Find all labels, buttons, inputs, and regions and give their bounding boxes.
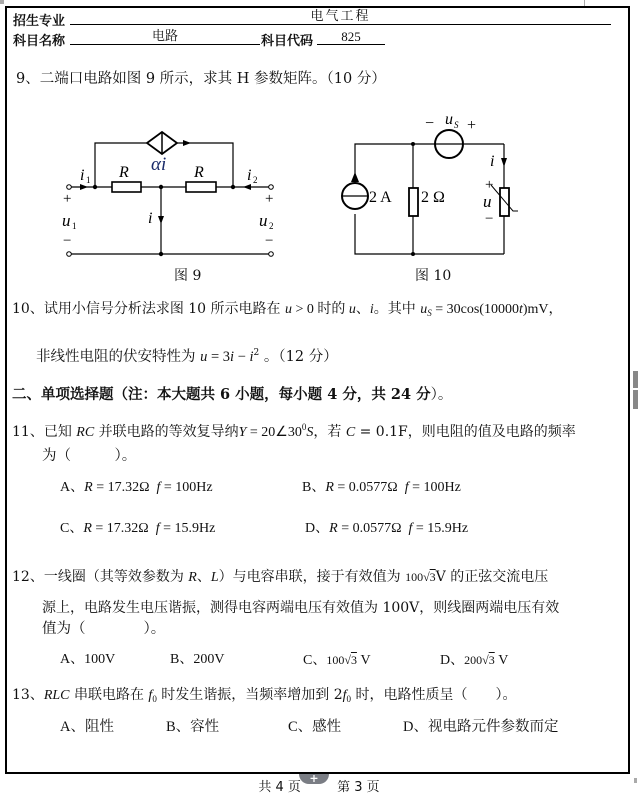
option-r-value: = 17.32Ω <box>92 480 157 495</box>
q10-var-u: u <box>284 302 292 317</box>
plus-icon: + <box>309 772 319 785</box>
label-u1-sub: 1 <box>72 221 77 231</box>
node-dot <box>159 185 163 189</box>
label-R-right: R <box>194 164 204 181</box>
q13-option-d[interactable] <box>403 718 558 736</box>
option-prefix: B、 <box>170 652 194 667</box>
option-var-r: R <box>83 521 92 536</box>
option-prefix: A、 <box>60 480 85 495</box>
question-12-line3 <box>42 620 165 638</box>
arrow-i2 <box>243 184 251 190</box>
label-u2-sub: 2 <box>269 221 274 231</box>
figure-9-caption: 图 9 <box>174 268 202 284</box>
label-i2-sub: 2 <box>253 175 258 185</box>
q10-line2-i: i <box>230 349 235 365</box>
q12-var-r: R <box>188 570 197 585</box>
label-minus-left: − <box>63 233 72 249</box>
label-minus-right: − <box>265 233 274 249</box>
code-label: 科目代码 <box>261 34 314 49</box>
arrow-i-down <box>501 158 507 167</box>
q10-text-d: 、 <box>355 301 370 317</box>
label-plus-left: + <box>63 191 72 207</box>
q13-var-f0b: f <box>342 688 347 703</box>
option-prefix: B、 <box>302 480 326 495</box>
q10-line2-b: = 3 <box>207 349 231 365</box>
q11-var-rc: RC <box>76 425 95 440</box>
q12-num: 100 <box>405 570 424 584</box>
q11-var-s: S <box>306 425 314 440</box>
option-value: 100V <box>84 652 116 667</box>
option-value: 感性 <box>312 719 342 735</box>
major-label: 招生专业 <box>13 14 66 29</box>
code-value-text: 825 <box>341 29 361 44</box>
q10-line2-d: 。（12 分） <box>259 349 338 365</box>
q11-text-b: 并联电路的等效复导纳 <box>94 424 239 440</box>
label-us: u <box>445 111 453 128</box>
page-current: 第 3 页 <box>337 780 380 795</box>
option-var-r: R <box>329 521 338 536</box>
q11-option-b[interactable] <box>302 479 461 497</box>
option-f-value: = 100Hz <box>160 480 213 495</box>
q10-line2-c: − <box>234 349 250 365</box>
label-2A: 2 A <box>369 189 392 206</box>
resistor-left <box>112 182 141 192</box>
q11-option-d[interactable] <box>305 520 468 538</box>
node-dot <box>93 185 97 189</box>
label-u1: u <box>62 211 71 230</box>
q11-option-c[interactable] <box>60 520 215 538</box>
option-var-f: f <box>156 480 161 495</box>
subject-value-text: 电路 <box>151 29 178 44</box>
q12-option-d[interactable] <box>440 651 508 670</box>
q13-var-f0-sub: 0 <box>152 694 157 704</box>
terminal <box>269 185 274 190</box>
q10-text-f: 。其中 <box>373 301 421 317</box>
q10-line2-u: u <box>200 349 208 365</box>
option-prefix: B、 <box>166 719 191 735</box>
q12-option-a[interactable] <box>60 651 115 669</box>
option-value: 视电路元件参数而定 <box>427 719 559 735</box>
option-value: 容性 <box>190 719 220 735</box>
option-var-f: f <box>404 480 409 495</box>
question-9-text: 9、二端口电路如图 9 所示，求其 H 参数矩阵。（10 分） <box>16 71 386 87</box>
node-dot <box>411 142 415 146</box>
side-scroll-handle[interactable] <box>633 371 638 409</box>
question-11-line2 <box>42 447 136 465</box>
question-10-line2 <box>36 344 338 366</box>
option-f-value: = 100Hz <box>408 480 461 495</box>
section-2-title-a: 二、单项选择题（注： <box>12 386 157 403</box>
q12-line2: 源上，电路发生电压谐振，测得电容两端电压有效值为 100V，则线圈两端电压有效 <box>42 600 560 616</box>
major-value <box>70 10 611 25</box>
voltage-source-icon <box>435 130 463 158</box>
option-sqrt-value: 3 <box>350 653 357 667</box>
page-corner-mark-bottom <box>634 778 637 783</box>
q13-option-a[interactable] <box>60 718 114 736</box>
label-plus-right: + <box>265 191 274 207</box>
sqrt-icon: √ <box>423 570 430 584</box>
node-dot <box>159 252 163 256</box>
option-prefix: C、 <box>303 653 327 668</box>
current-source-icon <box>342 172 368 209</box>
resistor-2ohm <box>409 188 418 216</box>
label-2ohm: 2 Ω <box>421 189 445 206</box>
wire-top-right <box>177 143 233 187</box>
node-dot <box>231 185 235 189</box>
label-u-plus: + <box>485 177 494 193</box>
option-var-r: R <box>84 480 93 495</box>
question-13-line1 <box>12 686 516 708</box>
q13-text-a: 13、 <box>12 687 44 703</box>
terminal <box>67 252 72 257</box>
option-var-f: f <box>155 521 160 536</box>
q11-option-a[interactable] <box>60 479 213 497</box>
nonlinear-resistor-icon <box>491 185 518 216</box>
figure-9-circuit <box>55 130 285 260</box>
question-10-line1 <box>12 300 563 322</box>
question-11-line1 <box>12 418 576 442</box>
option-r-value: = 0.0577Ω <box>333 480 405 495</box>
q11-var-c: C <box>345 425 356 440</box>
q13-text-b: 串联电路在 <box>69 687 149 703</box>
option-prefix: D、 <box>440 653 465 668</box>
option-var-f: f <box>408 521 413 536</box>
label-u2: u <box>259 211 268 230</box>
option-f-value: = 15.9Hz <box>412 521 469 536</box>
label-us-sub: S <box>454 120 459 130</box>
option-unit: V <box>494 653 509 668</box>
option-num: 100 <box>326 653 345 667</box>
wire-left-top <box>355 144 435 178</box>
major-value-text: 电气工程 <box>310 9 371 24</box>
terminal <box>67 185 72 190</box>
figure-10-caption: 图 10 <box>415 268 452 284</box>
option-f-value: = 15.9Hz <box>159 521 216 536</box>
option-value: 200V <box>193 652 225 667</box>
q12-var-l: L <box>210 570 219 585</box>
q10-text-g: = 30cos(10000 <box>431 302 519 317</box>
option-prefix: A、 <box>60 652 85 667</box>
q10-var-us: u <box>420 302 428 317</box>
page-corner-mark <box>0 0 4 4</box>
q12-option-b[interactable] <box>170 651 224 669</box>
option-num: 200 <box>464 653 483 667</box>
code-value <box>317 30 385 45</box>
q10-line2-sup: 2 <box>253 348 260 358</box>
label-u-minus: − <box>485 211 494 227</box>
q12-text-b: 、 <box>196 569 211 585</box>
q12-sqrt-value: 3 <box>429 570 436 584</box>
q10-var-i: i <box>369 302 374 317</box>
label-us-plus: + <box>467 117 477 134</box>
option-prefix: D、 <box>403 719 428 735</box>
arrow-i-down <box>158 216 164 224</box>
option-r-value: = 0.0577Ω <box>337 521 409 536</box>
label-i-mid: i <box>148 210 153 227</box>
dependent-current-source-icon <box>147 132 191 154</box>
q11-text-c: = 20∠30 <box>246 425 302 440</box>
resistor-right <box>186 182 216 192</box>
q11-text-a: 11、已知 <box>12 424 77 440</box>
terminal <box>269 252 274 257</box>
wire-left-bottom <box>355 214 504 254</box>
q13-text-d: 时，电路性质呈（ ）。 <box>351 687 517 703</box>
q11-text-d: ，若 <box>313 424 346 440</box>
option-prefix: C、 <box>60 521 84 536</box>
q12-option-c[interactable] <box>303 651 371 670</box>
question-12-line1 <box>12 568 548 587</box>
option-prefix: D、 <box>305 521 330 536</box>
q13-option-b[interactable] <box>166 718 219 736</box>
sqrt-icon: √ <box>344 653 351 667</box>
q12-line3: 值为（ ）。 <box>42 621 166 637</box>
q10-text-b: > 0 时的 <box>291 302 349 317</box>
q13-var-rlc: RLC <box>43 688 70 703</box>
label-i2: i <box>247 167 252 184</box>
subject-label: 科目名称 <box>13 34 66 49</box>
section-2-title-c: ）。 <box>430 387 453 403</box>
q11-var-y: Y <box>238 425 247 440</box>
label-R-left: R <box>119 164 129 181</box>
label-i: i <box>490 153 495 170</box>
q10-text-h: )mV， <box>522 302 563 317</box>
q10-line2-i2: i <box>249 349 254 365</box>
option-prefix: A、 <box>60 719 85 735</box>
option-r-value: = 17.32Ω <box>91 521 156 536</box>
q11-line2: 为（ ）。 <box>42 448 137 464</box>
option-unit: V <box>356 653 371 668</box>
q11-sup: 0 <box>301 422 307 432</box>
q10-var-us-sub: S <box>427 308 432 318</box>
section-2-title-b: 本大题共 6 小题，每小题 4 分，共 24 分 <box>157 386 431 403</box>
q13-text-c: 时发生谐振，当频率增加到 2 <box>156 687 343 703</box>
option-sqrt-value: 3 <box>488 653 495 667</box>
q13-var-f0: f <box>148 688 153 703</box>
label-us-minus: − <box>425 115 435 132</box>
option-var-r: R <box>325 480 334 495</box>
q12-text-c: ）与电容串联，接于有效值为 <box>218 569 406 585</box>
question-12-line2 <box>42 599 559 617</box>
label-u: u <box>483 192 492 211</box>
q10-line2-a: 非线性电阻的伏安特性为 <box>36 349 201 365</box>
label-i1: i <box>80 167 85 184</box>
sqrt-icon: √ <box>482 653 489 667</box>
node-dot <box>411 252 415 256</box>
q13-option-c[interactable] <box>288 718 341 736</box>
q11-text-e: = 0.1F，则电阻的值及电路的频率 <box>355 424 576 440</box>
q13-var-f0b-sub: 0 <box>346 694 352 704</box>
page-total: 共 4 页 <box>258 780 301 795</box>
label-source: αi <box>151 154 167 175</box>
q10-var-t: t <box>518 302 523 317</box>
q10-var-u2: u <box>348 302 356 317</box>
label-i1-sub: 1 <box>86 175 91 185</box>
option-prefix: C、 <box>288 719 313 735</box>
figure-10-circuit <box>330 110 530 260</box>
subject-value <box>70 30 260 45</box>
q12-text-d: V 的正弦交流电压 <box>435 569 549 585</box>
q12-text-a: 12、一线圈（其等效参数为 <box>12 569 189 585</box>
question-9 <box>16 70 386 88</box>
section-2-title <box>12 386 452 404</box>
q10-text-a: 10、试用小信号分析法求图 10 所示电路在 <box>12 301 285 317</box>
option-value: 阻性 <box>84 719 114 735</box>
